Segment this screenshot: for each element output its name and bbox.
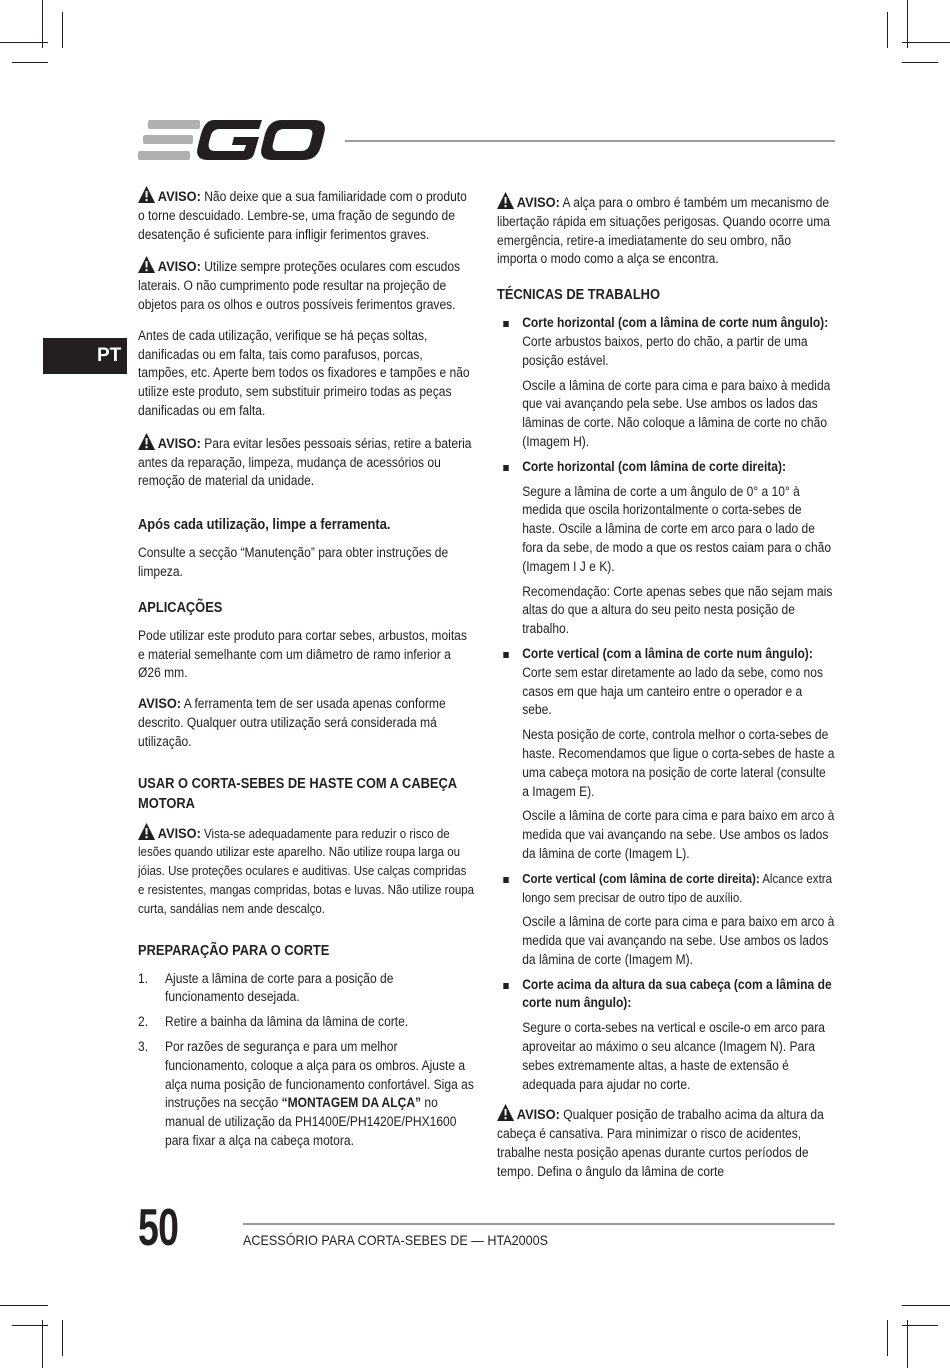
- technique-detail: Oscile a lâmina de corte para cima e para baixo em arco à medida que vai avançando na sebe. Use ambos os lados da lâmina de corte (Imagem L).: [522, 808, 835, 861]
- warning-paragraph: [497, 1104, 835, 1181]
- applications-warning: [138, 695, 475, 751]
- left-column: [138, 186, 475, 1157]
- right-column: [497, 192, 835, 1194]
- list-item: [497, 645, 835, 864]
- warning-paragraph: [138, 823, 475, 919]
- inspection-paragraph: Antes de cada utilização, verifique se há peças soltas, danificadas ou em falta, tais como parafusos, porcas, tampões, etc. Aperte bem todos os fixadores e tampões e não utilize este produto, sem substituir primeiro todas as peças danificadas ou em falta.: [138, 327, 470, 418]
- footer-title: ACESSÓRIO PARA CORTA-SEBES DE — HTA2000S: [243, 1232, 549, 1248]
- heading-use: USAR O CORTA-SEBES DE HASTE COM A CABEÇA MOTORA: [138, 775, 457, 812]
- list-item: [138, 1013, 475, 1032]
- step-text: Por razões de segurança e para um melhor funcionamento, coloque a alça para os ombros. Ajuste a alça numa posição de funcionamento confortável. Siga as instruções na secção: [165, 1038, 474, 1111]
- step-reference: “MONTAGEM DA ALÇA”: [281, 1095, 422, 1111]
- ego-logo: [138, 118, 328, 162]
- crop-mark: [902, 1325, 938, 1326]
- warning-label: AVISO:: [516, 195, 560, 211]
- list-item: [497, 870, 835, 970]
- warning-paragraph: [138, 256, 475, 314]
- bullet-square-icon: [503, 465, 508, 471]
- logo-letter-g: [197, 120, 262, 160]
- crop-mark: [42, 0, 43, 48]
- warning-text: Não deixe que a sua familiaridade com o produto o torne descuidado. Lembre-se, uma fração de segundo de desatenção é suficiente para infligir ferimentos graves.: [138, 189, 467, 242]
- warning-triangle-icon: [138, 823, 155, 840]
- warning-text: Qualquer posição de trabalho acima da altura da cabeça é cansativa. Para minimizar o risco de acidentes, trabalhe nesta posição apenas durante curtos períodos de tempo. Defina o ângulo da lâmina de corte: [497, 1107, 824, 1179]
- step-text: Ajuste a lâmina de corte para a posição de funcionamento desejada.: [165, 970, 394, 1005]
- applications-paragraph: Pode utilizar este produto para cortar sebes, arbustos, moitas e material semelhante com um diâmetro de ramo inferior a Ø26 mm.: [138, 627, 467, 681]
- technique-text: Corte sem estar diretamente ao lado da sebe, como nos casos em que haja um canteiro entre o operador e a sebe.: [522, 664, 823, 718]
- crop-mark: [0, 1305, 48, 1306]
- technique-detail: Oscile a lâmina de corte para cima e para baixo em arco à medida que vai avançando na sebe. Use ambos os lados da lâmina de corte (Imagem M).: [522, 914, 835, 967]
- warning-paragraph: [138, 186, 475, 244]
- crop-mark: [0, 42, 48, 43]
- warning-label: AVISO:: [157, 189, 201, 205]
- warning-text: A ferramenta tem de ser usada apenas conforme descrito. Qualquer outra utilização será considerada má utilização.: [138, 696, 446, 749]
- step-number: 3.: [138, 1038, 149, 1054]
- crop-mark: [62, 1320, 63, 1356]
- step-number: 2.: [138, 1014, 149, 1030]
- warning-label: AVISO:: [157, 259, 201, 276]
- header-rule: [345, 140, 835, 142]
- technique-text: Corte arbustos baixos, perto do chão, a partir de uma posição estável.: [522, 333, 808, 368]
- technique-detail: Nesta posição de corte, controla melhor o corta-sebes de haste. Recomendamos que ligue o corta-sebes de haste a uma cabeça motora na posição de corte lateral (consulte a Imagem E).: [522, 727, 835, 799]
- list-item: [138, 1038, 475, 1151]
- warning-text: Vista-se adequadamente para reduzir o risco de lesões quando utilizar este aparelho. Não utilize roupa larga ou jóias. Use proteções oculares e auditivas. Use calças compridas e resistentes, mangas compridas, botas e luvas. Não utilize roupa curta, sandálias nem ande descalço.: [138, 825, 475, 916]
- crop-mark: [62, 12, 63, 48]
- technique-title: Corte horizontal (com lâmina de corte direita):: [522, 458, 787, 474]
- technique-detail: Segure o corta-sebes na vertical e oscile-o em arco para aproveitar ao máximo o seu alcance (Imagem N). Para sebes extremamente altas, a haste de extensão é adequada para ajudar no corte.: [522, 1020, 825, 1092]
- list-item: [497, 314, 835, 452]
- cleaning-paragraph: Consulte a secção “Manutenção” para obter instruções de limpeza.: [138, 545, 449, 579]
- crop-mark: [887, 1320, 888, 1356]
- page-number: 50: [138, 1199, 179, 1257]
- list-item: [138, 970, 475, 1008]
- warning-triangle-icon: [138, 433, 155, 450]
- technique-text: Alcance extra longo sem precisar de outro tipo de auxílio.: [522, 870, 833, 905]
- technique-title: Corte vertical (com a lâmina de corte num ângulo):: [522, 645, 813, 661]
- crop-mark: [907, 0, 908, 48]
- bullet-square-icon: [503, 652, 508, 658]
- technique-title: Corte acima da altura da sua cabeça (com a lâmina de corte num ângulo):: [522, 976, 832, 1011]
- preparation-steps: [138, 970, 475, 1151]
- list-item: [497, 976, 835, 1095]
- crop-mark: [887, 12, 888, 48]
- crop-mark: [902, 1305, 950, 1306]
- crop-mark: [42, 1320, 43, 1368]
- warning-triangle-icon: [138, 186, 155, 203]
- warning-label: AVISO:: [157, 825, 201, 842]
- technique-title: Corte vertical (com lâmina de corte direita):: [522, 870, 760, 886]
- crop-mark: [907, 1320, 908, 1368]
- bullet-square-icon: [503, 877, 508, 883]
- crop-mark: [902, 42, 950, 43]
- techniques-list: [497, 314, 835, 1094]
- warning-text: A alça para o ombro é também um mecanismo de libertação rápida em situações perigosas. Quando ocorre uma emergência, retire-a imediatamente do seu ombro, não importa o modo como a alça se encontra.: [497, 195, 830, 267]
- warning-triangle-icon: [497, 192, 514, 209]
- technique-title: Corte horizontal (com a lâmina de corte num ângulo):: [522, 315, 829, 331]
- technique-detail: Recomendação: Corte apenas sebes que não sejam mais altas do que a altura do seu peito nesta posição de trabalho.: [522, 583, 833, 637]
- warning-paragraph: [138, 433, 475, 491]
- crop-mark: [902, 62, 938, 63]
- warning-label: AVISO:: [157, 435, 201, 452]
- technique-detail: Oscile a lâmina de corte para cima e para baixo à medida que vai avançando pela sebe. Use ambos os lados das lâminas de corte. Não coloque a lâmina de corte no chão (Imagem H).: [522, 377, 831, 449]
- heading-preparation: PREPARAÇÃO PARA O CORTE: [138, 942, 330, 959]
- bullet-square-icon: [503, 983, 508, 989]
- heading-cleaning: Após cada utilização, limpe a ferramenta.: [138, 517, 391, 534]
- language-tab: PT: [43, 338, 127, 374]
- logo-letter-o: [261, 120, 325, 160]
- warning-triangle-icon: [497, 1104, 514, 1121]
- crop-mark: [12, 62, 48, 63]
- warning-label: AVISO:: [516, 1107, 560, 1124]
- warning-triangle-icon: [138, 256, 155, 273]
- warning-text: Utilize sempre proteções oculares com escudos laterais. O não cumprimento pode resultar na projeção de objetos para os olhos e outros possíveis ferimentos graves.: [138, 259, 461, 312]
- footer-rule: [243, 1223, 835, 1225]
- warning-text: Para evitar lesões pessoais sérias, retire a bateria antes da reparação, limpeza, mudança de acessórios ou remoção de material da unidade.: [138, 435, 472, 489]
- step-text: no manual de utilização da PH1400E/PH1420E/PHX1600 para fixar a alça na cabeça motora.: [165, 1095, 457, 1148]
- heading-techniques: TÉCNICAS DE TRABALHO: [497, 287, 660, 304]
- technique-detail: Segure a lâmina de corte a um ângulo de 0° a 10° à medida que oscila horizontalmente o corta-sebes de haste. Oscile a lâmina de corte em arco para o lado de fora da sebe, de modo a que os restos caiam para o chão (Imagem I J e K).: [522, 483, 832, 574]
- crop-mark: [12, 1325, 48, 1326]
- step-number: 1.: [138, 970, 149, 986]
- warning-paragraph: [497, 192, 835, 269]
- bullet-square-icon: [503, 321, 508, 327]
- warning-label: AVISO:: [138, 696, 182, 713]
- heading-applications: APLICAÇÕES: [138, 599, 223, 616]
- list-item: [497, 458, 835, 639]
- step-text: Retire a bainha da lâmina da lâmina de corte.: [165, 1014, 409, 1030]
- logo-letter-e: [138, 120, 200, 160]
